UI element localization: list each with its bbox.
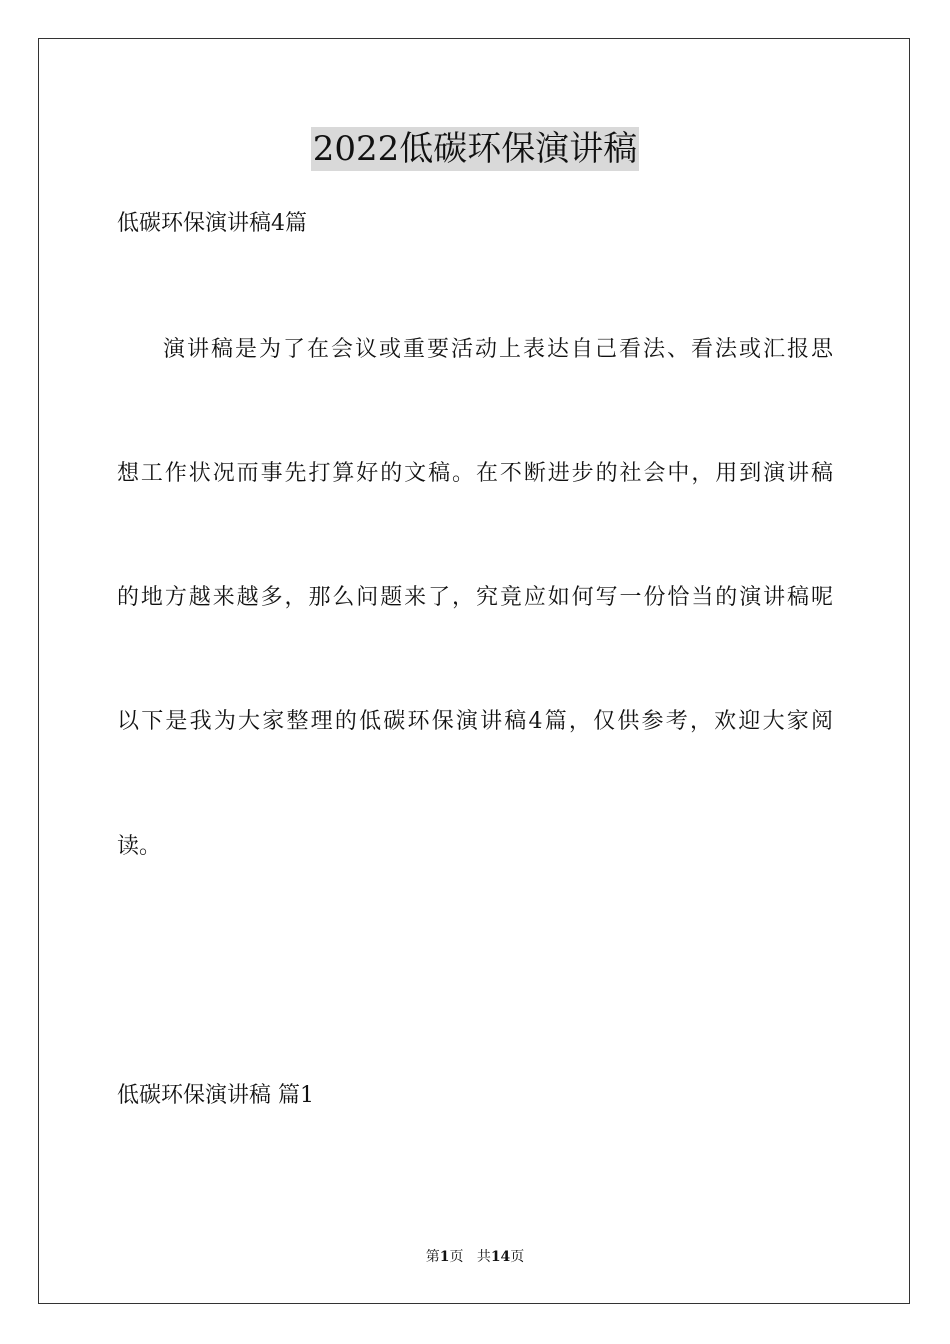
section-heading: 低碳环保演讲稿 篇1 <box>117 1083 314 1108</box>
footer-total-pages: 14 <box>490 1249 511 1265</box>
document-title: 2022低碳环保演讲稿 <box>312 129 638 169</box>
footer-total-prefix: 共 <box>476 1249 491 1265</box>
intro-line-2: 想工作状况而事先打算好的文稿。在不断进步的社会中，用到演讲稿 <box>117 461 833 486</box>
document-subtitle: 低碳环保演讲稿4篇 <box>117 211 307 236</box>
title-container <box>0 127 950 171</box>
footer-total-suffix: 页 <box>510 1249 525 1265</box>
footer-page-prefix: 第 <box>425 1249 440 1265</box>
footer-page-suffix: 页 <box>449 1249 464 1265</box>
intro-line-5: 读。 <box>117 834 162 859</box>
page-footer <box>0 1248 950 1266</box>
intro-line-3: 的地方越来越多，那么问题来了，究竟应如何写一份恰当的演讲稿呢 <box>117 585 833 610</box>
intro-line-1: 演讲稿是为了在会议或重要活动上表达自己看法、看法或汇报思 <box>163 337 833 362</box>
intro-line-4: 以下是我为大家整理的低碳环保演讲稿4篇，仅供参考，欢迎大家阅 <box>117 709 833 734</box>
footer-page-number: 1 <box>439 1249 450 1265</box>
